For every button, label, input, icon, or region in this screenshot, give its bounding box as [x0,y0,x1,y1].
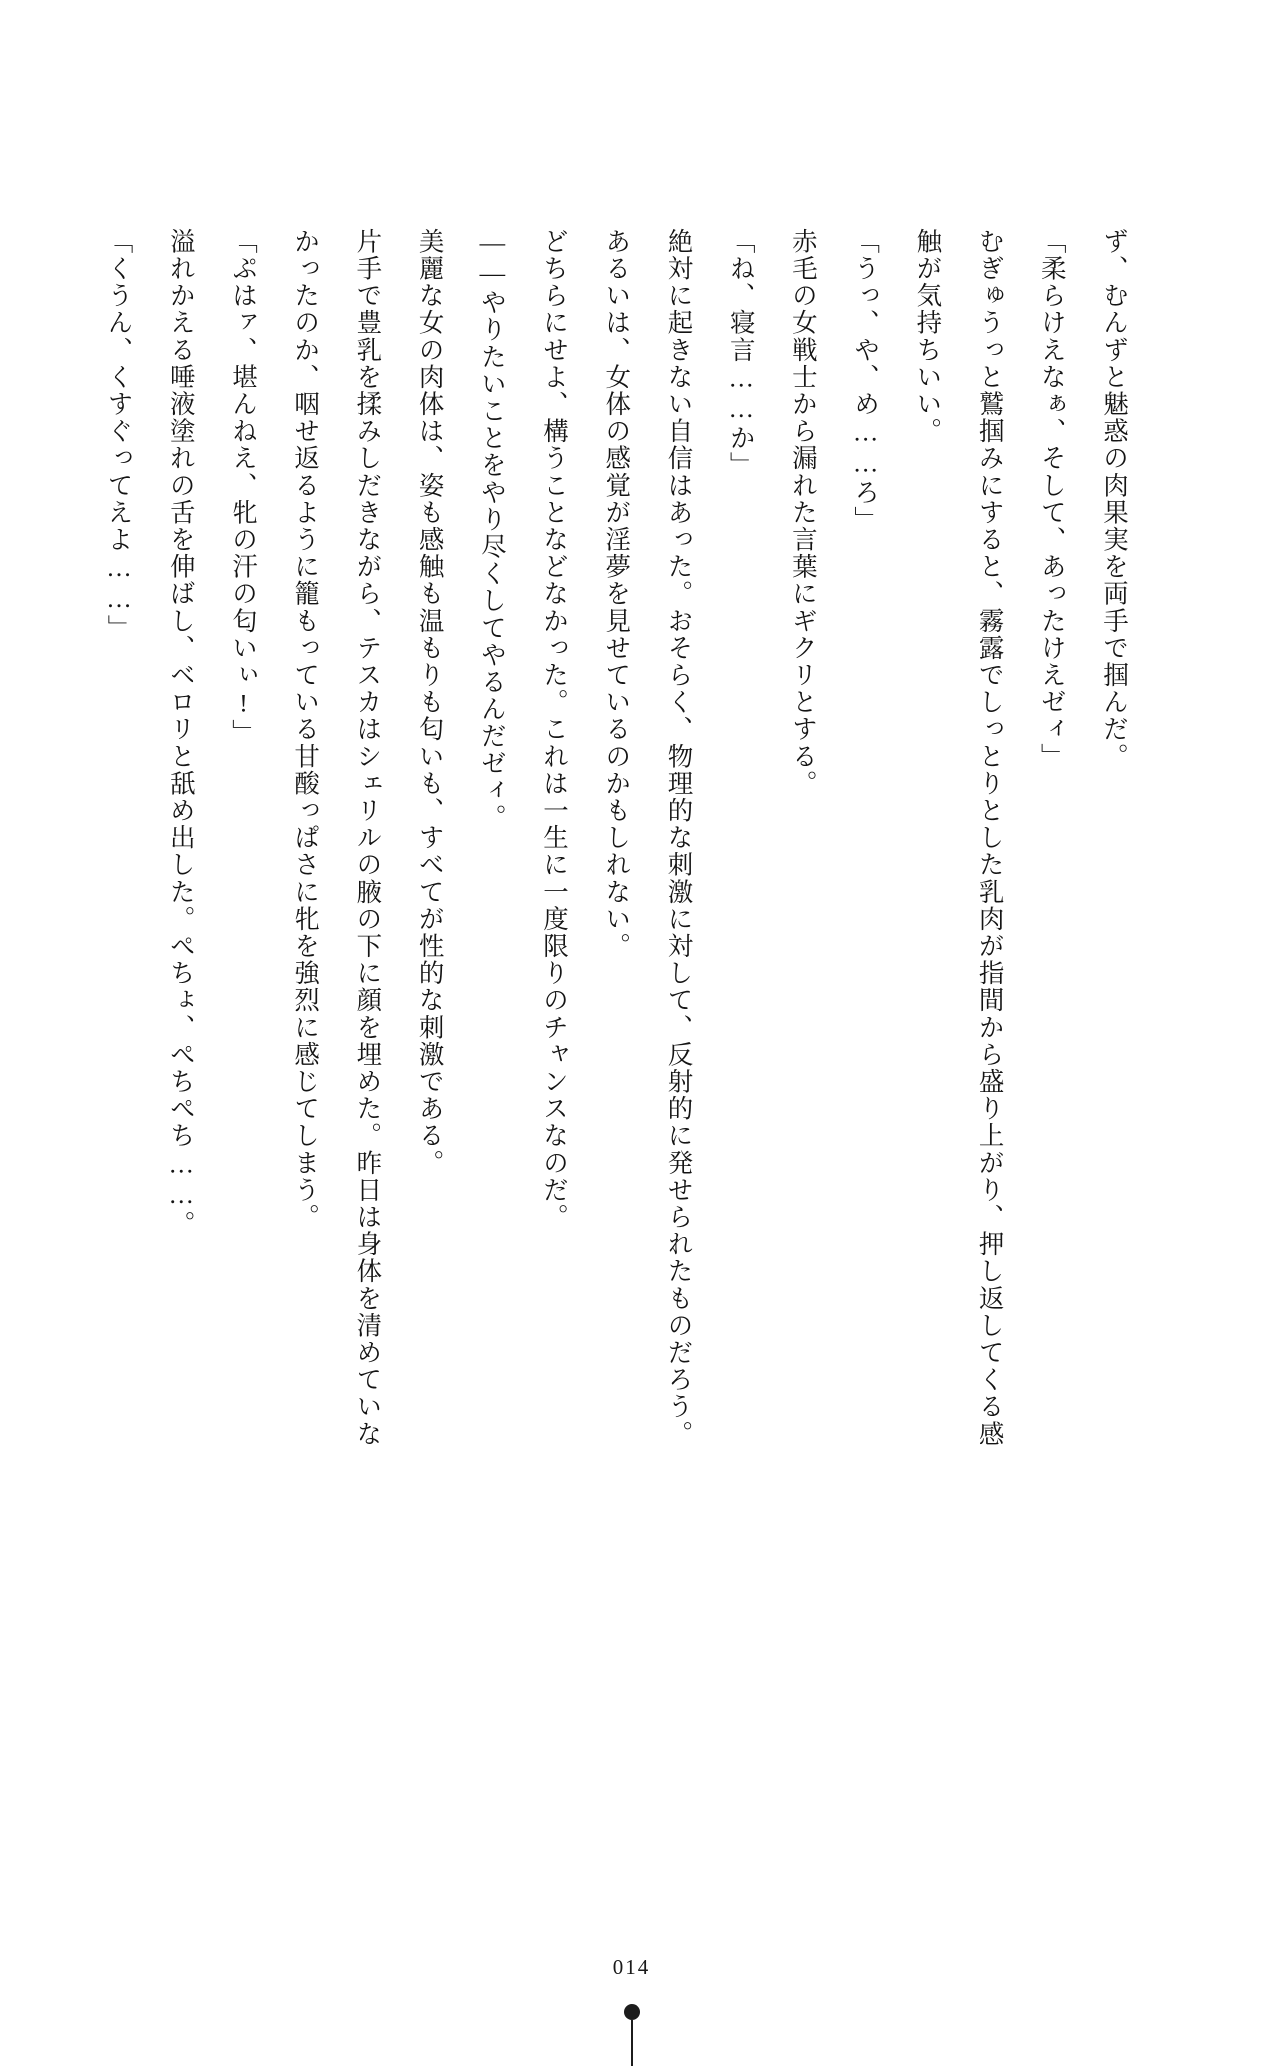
paragraph: ず、むんずと魅惑の肉果実を両手で掴んだ。 [1100,228,1129,770]
paragraph: 「ね、寝言……か」 [726,228,756,479]
paragraph: むぎゅうっと鷲掴みにすると、霧露でしっとりとした乳肉が指間から盛り上がり、押し返してくる感触が気持ちいい。 [913,228,1005,1448]
paragraph: 「柔らけえなぁ、そして、あったけえゼィ」 [1037,228,1067,770]
page-marker-rule [631,2020,633,2066]
body-text [104,228,1145,1468]
page-number: 014 [612,1955,651,1979]
page-marker-icon [623,2004,641,2066]
paragraph: 「うっ、や、め……ろ」 [851,228,881,534]
paragraph: 片手で豊乳を揉みしだきながら、テスカはシェリルの腋の下に顔を埋めた。昨日は身体を清めていなかったのか、咽せ返るように籠もっている甘酸っぱさに牝を強烈に感じてしまう。 [291,228,383,1448]
paragraph: どちらにせよ、構うことなどなかった。これは一生に一度限りのチャンスなのだ。 [540,228,570,1231]
paragraph: 赤毛の女戦士から漏れた言葉にギクリとする。 [788,228,818,798]
paragraph: 溢れかえる唾液塗れの舌を伸ばし、ベロリと舐め出した。ぺちょ、ぺちぺち……。 [166,228,196,1238]
paragraph: 「くうん、くすぐってえよ……」 [104,228,134,642]
page-marker-dot [624,2004,640,2020]
paragraph: 絶対に起きない自信はあった。おそらく、物理的な刺激に対して、反射的に発せられたものだろう。あるいは、女体の感覚が淫夢を見せているのかもしれない。 [602,228,694,1448]
paragraph: 美麗な女の肉体は、姿も感触も温もりも匂いも、すべてが性的な刺激である。 [415,228,445,1177]
paragraph: 「ぷはァ、堪んねえ、牝の汗の匂いぃ!」 [228,228,258,747]
paragraph: ――やりたいことをやり尽くしてやるんだゼィ。 [477,228,507,832]
